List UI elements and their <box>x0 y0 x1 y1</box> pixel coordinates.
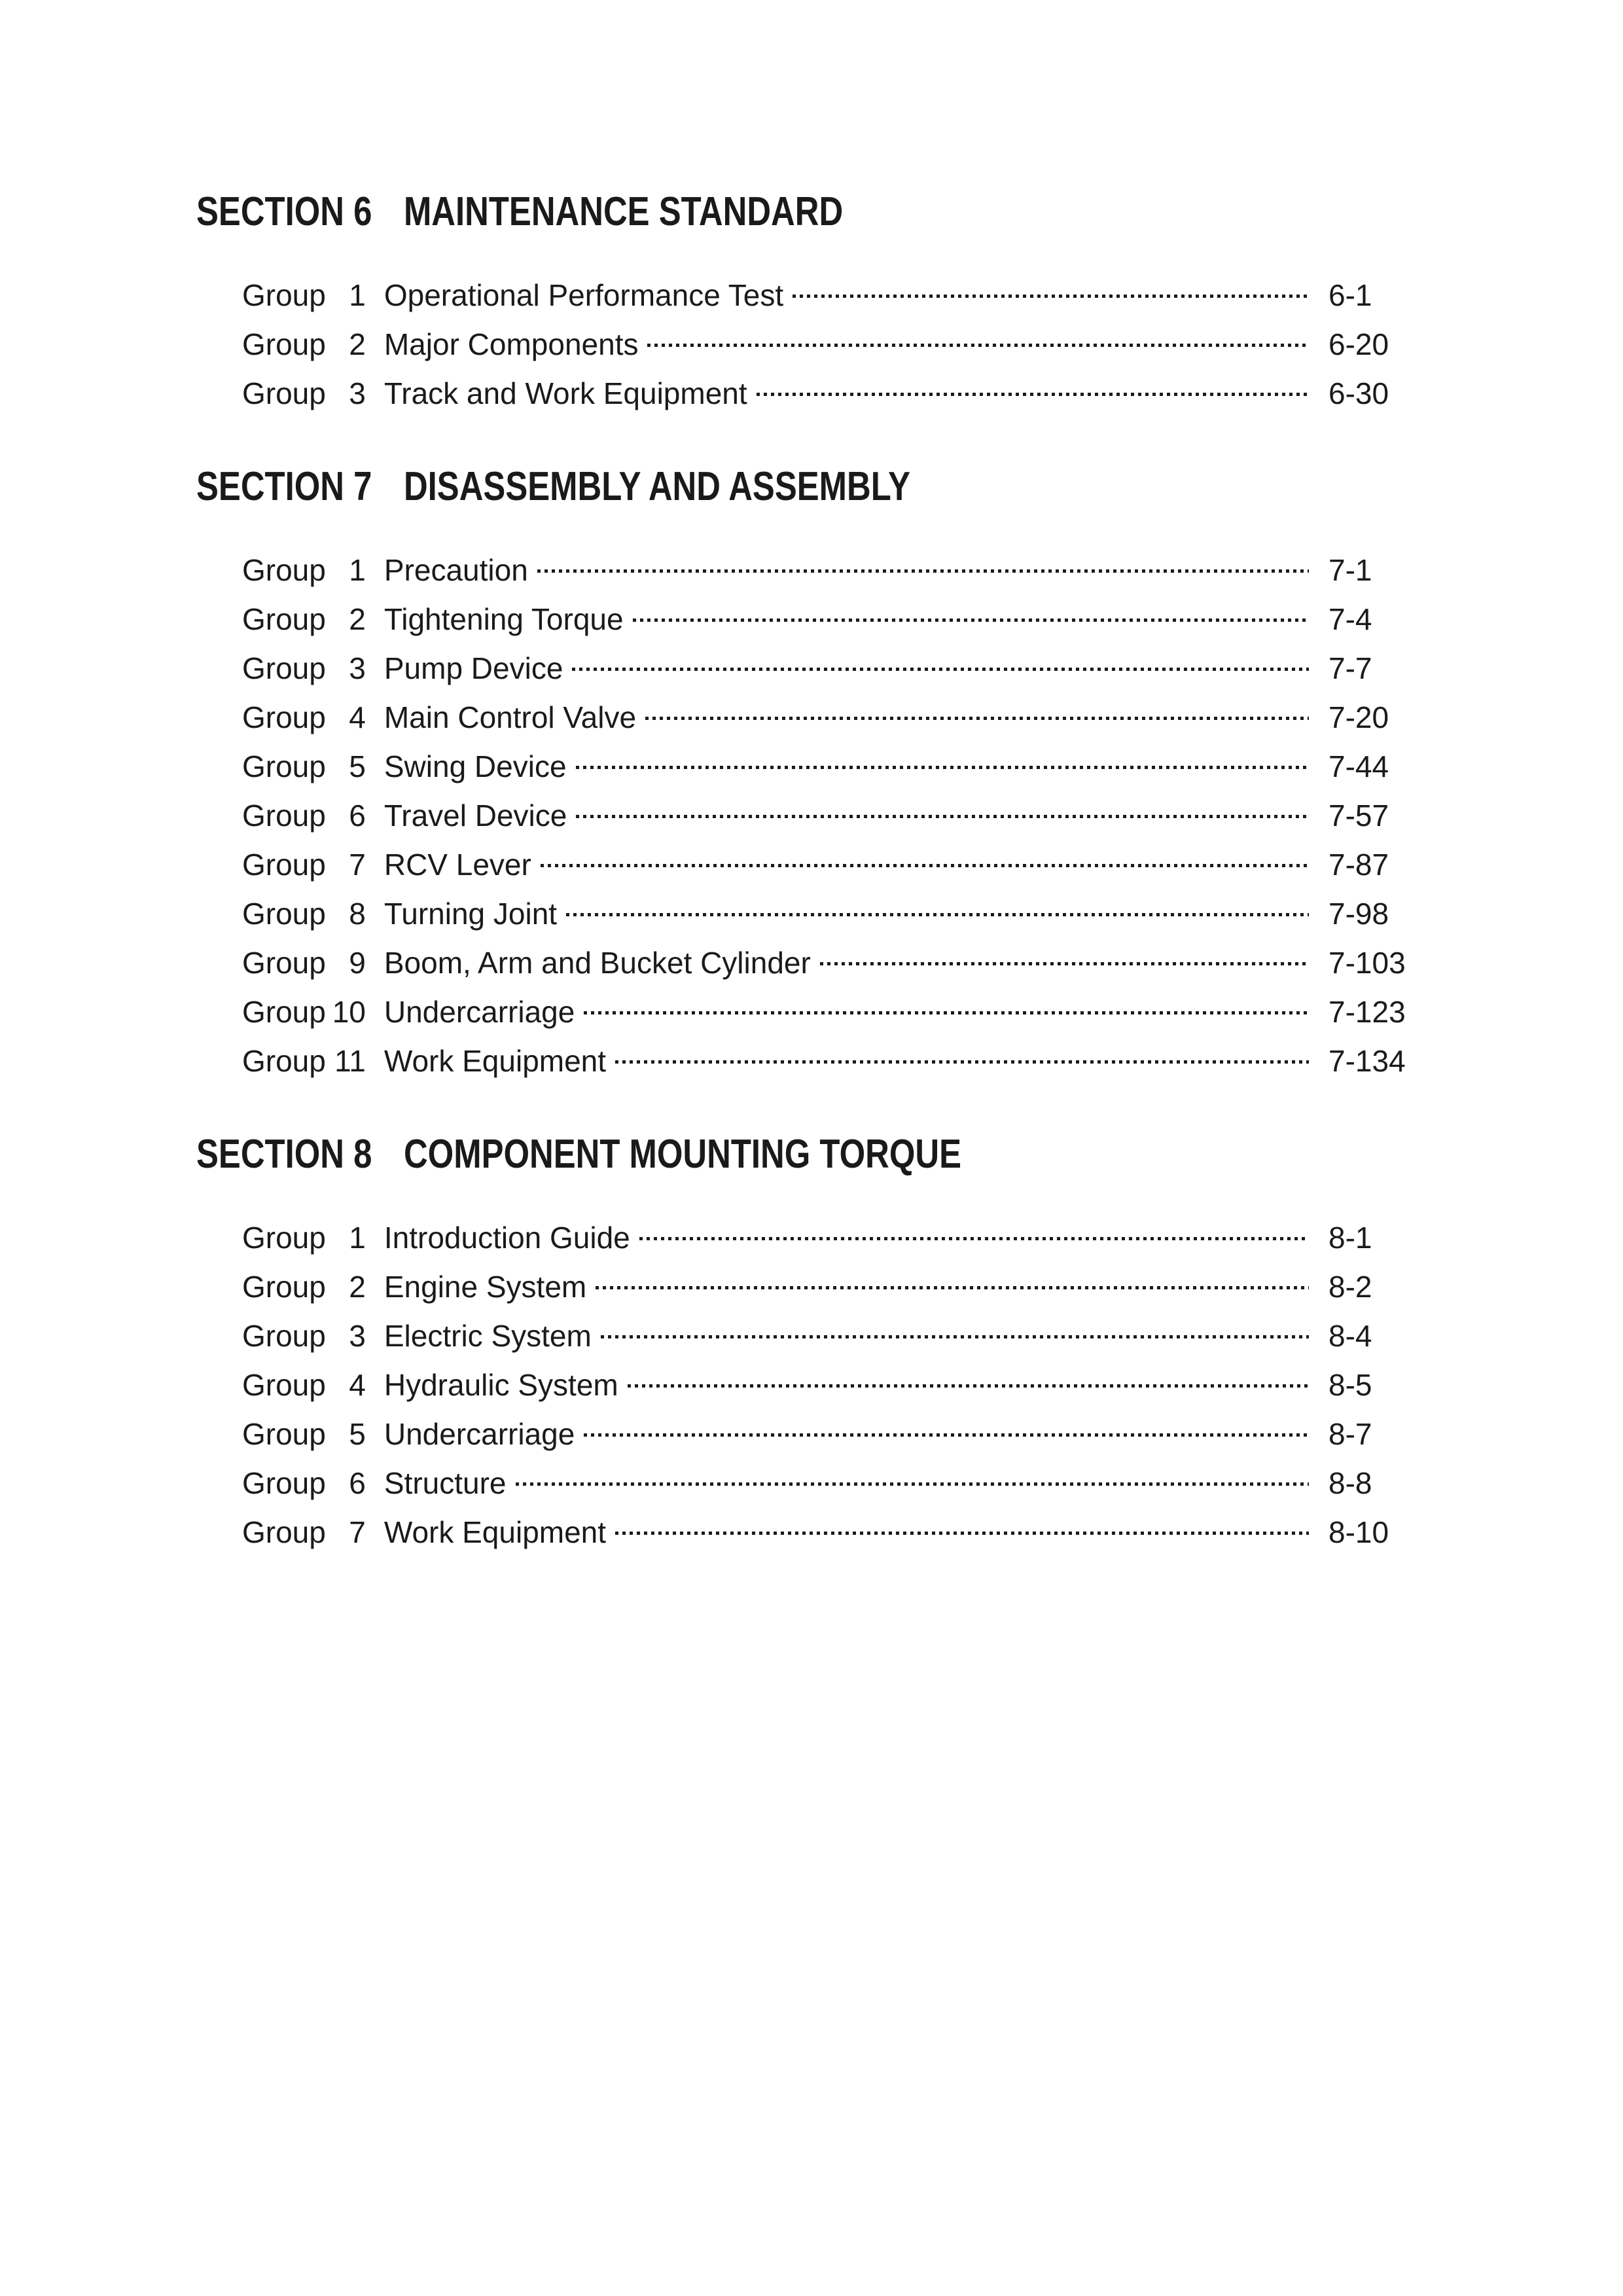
dot-leader <box>628 1360 1309 1409</box>
toc-row <box>196 270 1427 319</box>
group-label: Group <box>242 847 326 882</box>
section-name: COMPONENT MOUNTING TORQUE <box>403 1132 961 1177</box>
group-label: Group <box>242 1416 326 1451</box>
group-label: Group <box>242 798 326 833</box>
group-title: Travel Device <box>383 798 567 833</box>
group-label: Group <box>242 1043 326 1078</box>
group-number: 6 <box>349 798 366 833</box>
group-number: 4 <box>349 1367 366 1402</box>
dot-leader <box>541 840 1309 889</box>
group-number: 1 <box>349 1220 366 1255</box>
page-number: 7-103 <box>1329 945 1406 980</box>
group-label: Group <box>242 1318 326 1353</box>
page-number: 8-10 <box>1329 1515 1389 1549</box>
group-title: Engine System <box>383 1269 587 1304</box>
group-label: Group <box>242 896 326 931</box>
section-8-heading <box>196 1130 1205 1179</box>
dot-leader <box>615 1036 1309 1085</box>
dot-leader <box>576 791 1309 840</box>
group-label: Group <box>242 994 326 1029</box>
group-title: Operational Performance Test <box>383 278 784 312</box>
page-number: 6-1 <box>1329 278 1372 312</box>
toc-row <box>196 1213 1427 1262</box>
group-title: Undercarriage <box>383 1416 575 1451</box>
page-number: 7-87 <box>1329 847 1389 882</box>
toc-row <box>196 1311 1427 1360</box>
dot-leader <box>757 368 1309 418</box>
dot-leader <box>537 545 1309 594</box>
group-title: Track and Work Equipment <box>383 376 747 410</box>
dot-leader <box>566 889 1309 938</box>
group-number: 7 <box>349 847 366 882</box>
toc-row <box>196 594 1427 643</box>
group-number: 2 <box>349 327 366 361</box>
group-number: 5 <box>349 749 366 783</box>
group-title: Turning Joint <box>383 896 558 931</box>
toc-row <box>196 889 1427 938</box>
group-number: 7 <box>349 1515 366 1549</box>
group-label: Group <box>242 278 326 312</box>
group-title: Hydraulic System <box>383 1367 618 1402</box>
dot-leader <box>584 987 1309 1036</box>
group-label: Group <box>242 1515 326 1549</box>
section-7-rows <box>196 545 1427 1085</box>
group-label: Group <box>242 1269 326 1304</box>
section-name: MAINTENANCE STANDARD <box>403 189 844 234</box>
toc-row <box>196 368 1427 418</box>
group-number: 9 <box>349 945 366 980</box>
section-8-rows <box>196 1213 1427 1556</box>
section-label: SECTION 7 <box>196 464 372 509</box>
page-number: 8-2 <box>1329 1269 1372 1304</box>
dot-leader <box>516 1458 1310 1507</box>
page-number: 8-5 <box>1329 1367 1372 1402</box>
section-name: DISASSEMBLY AND ASSEMBLY <box>403 464 911 509</box>
toc-row <box>196 742 1427 791</box>
group-number: 3 <box>349 1318 366 1353</box>
group-number: 1 <box>349 278 366 312</box>
toc-row <box>196 1409 1427 1458</box>
group-label: Group <box>242 651 326 685</box>
dot-leader <box>820 938 1309 987</box>
group-title: Electric System <box>383 1318 592 1353</box>
group-label: Group <box>242 327 326 361</box>
dot-leader <box>601 1311 1309 1360</box>
dot-leader <box>584 1409 1309 1458</box>
dot-leader <box>633 594 1309 643</box>
dot-leader <box>596 1262 1309 1311</box>
page-number: 8-8 <box>1329 1465 1372 1500</box>
group-title: Structure <box>383 1465 507 1500</box>
dot-leader <box>639 1213 1309 1262</box>
group-number: 11 <box>334 1043 366 1078</box>
group-label: Group <box>242 1367 326 1402</box>
dot-leader <box>645 692 1309 742</box>
page-number: 7-7 <box>1329 651 1372 685</box>
toc-row <box>196 545 1427 594</box>
group-label: Group <box>242 552 326 587</box>
page-number: 6-20 <box>1329 327 1389 361</box>
group-number: 4 <box>349 700 366 734</box>
group-title: Swing Device <box>383 749 567 783</box>
group-number: 1 <box>349 552 366 587</box>
group-number: 2 <box>349 1269 366 1304</box>
group-title: Introduction Guide <box>383 1220 630 1255</box>
group-label: Group <box>242 945 326 980</box>
group-label: Group <box>242 749 326 783</box>
dot-leader <box>647 319 1309 368</box>
group-title: RCV Lever <box>383 847 531 882</box>
page-number: 8-7 <box>1329 1416 1372 1451</box>
toc-row <box>196 1360 1427 1409</box>
group-label: Group <box>242 1465 326 1500</box>
section-7-heading <box>196 462 1205 512</box>
group-title: Tightening Torque <box>383 601 624 636</box>
section-6-heading <box>196 187 1205 237</box>
page-number: 7-20 <box>1329 700 1389 734</box>
toc-row <box>196 319 1427 368</box>
group-label: Group <box>242 601 326 636</box>
section-8 <box>196 1130 1427 1556</box>
group-label: Group <box>242 700 326 734</box>
toc-row <box>196 1036 1427 1085</box>
group-title: Work Equipment <box>383 1515 607 1549</box>
group-title: Main Control Valve <box>383 700 637 734</box>
group-number: 2 <box>349 601 366 636</box>
page-number: 7-44 <box>1329 749 1389 783</box>
page-number: 7-57 <box>1329 798 1389 833</box>
page-number: 7-4 <box>1329 601 1372 636</box>
section-label: SECTION 8 <box>196 1132 372 1177</box>
page-number: 7-134 <box>1329 1043 1406 1078</box>
group-number: 10 <box>332 994 366 1029</box>
group-number: 8 <box>349 896 366 931</box>
toc-row <box>196 938 1427 987</box>
group-title: Precaution <box>383 552 528 587</box>
toc-row <box>196 840 1427 889</box>
page-number: 7-123 <box>1329 994 1406 1029</box>
toc-row <box>196 791 1427 840</box>
toc-row <box>196 692 1427 742</box>
page-number: 7-1 <box>1329 552 1372 587</box>
toc-row <box>196 987 1427 1036</box>
group-title: Pump Device <box>383 651 563 685</box>
group-title: Undercarriage <box>383 994 575 1029</box>
group-number: 6 <box>349 1465 366 1500</box>
page-number: 6-30 <box>1329 376 1389 410</box>
dot-leader <box>615 1507 1309 1556</box>
page-number: 8-1 <box>1329 1220 1372 1255</box>
group-title: Major Components <box>383 327 639 361</box>
page-number: 8-4 <box>1329 1318 1372 1353</box>
toc-row <box>196 1458 1427 1507</box>
page-number: 7-98 <box>1329 896 1389 931</box>
group-label: Group <box>242 1220 326 1255</box>
dot-leader <box>576 742 1309 791</box>
section-7 <box>196 462 1427 1085</box>
toc-content <box>196 187 1427 1556</box>
dot-leader <box>793 270 1309 319</box>
section-6 <box>196 187 1427 418</box>
group-label: Group <box>242 376 326 410</box>
group-number: 3 <box>349 376 366 410</box>
group-number: 5 <box>349 1416 366 1451</box>
group-number: 3 <box>349 651 366 685</box>
dot-leader <box>572 643 1309 692</box>
toc-row <box>196 1507 1427 1556</box>
group-title: Work Equipment <box>383 1043 607 1078</box>
section-label: SECTION 6 <box>196 189 372 234</box>
toc-row <box>196 643 1427 692</box>
toc-row <box>196 1262 1427 1311</box>
group-title: Boom, Arm and Bucket Cylinder <box>383 945 811 980</box>
section-6-rows <box>196 270 1427 418</box>
